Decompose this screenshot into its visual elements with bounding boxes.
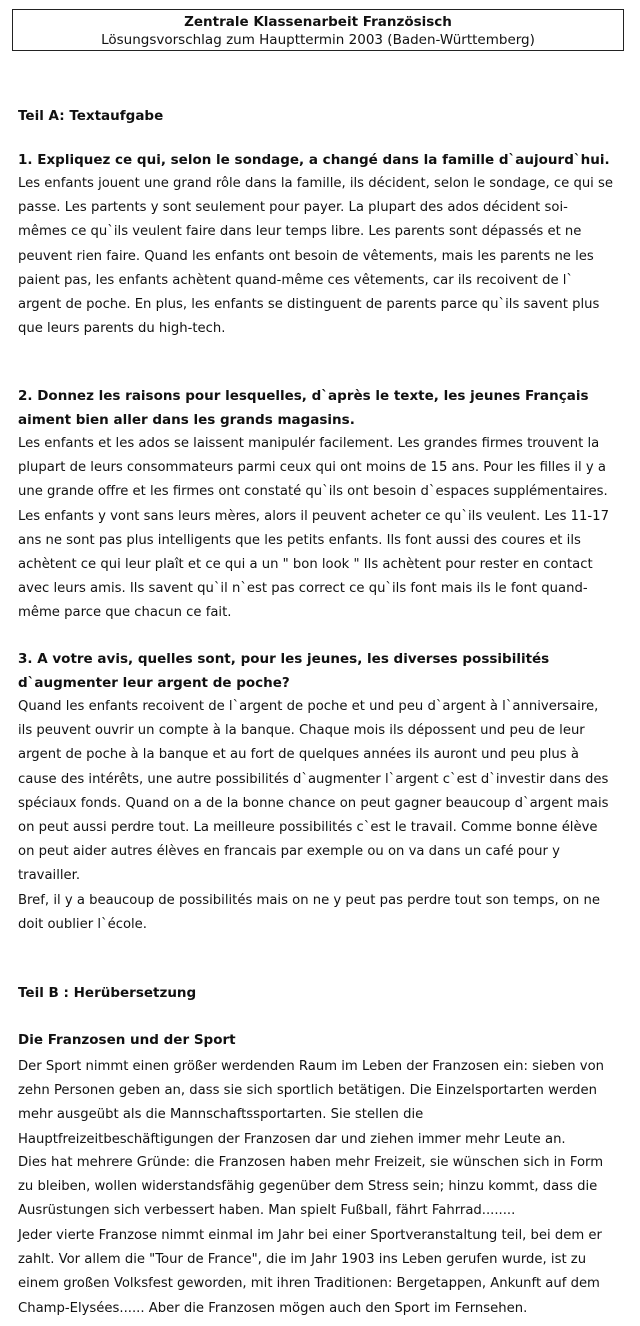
document-subtitle: Lösungsvorschlag zum Haupttermin 2003 (Baden-Württemberg): [101, 32, 535, 48]
header-box: [12, 9, 624, 51]
answer-3a: Quand les enfants recoivent de l`argent de poche et und peu d`argent à l`anniversaire, ils peuvent ouvrir un compte à la banque. Chaque mois ils dépossent und peu de leur argent de poche à la banque et au fort de quelques années ils auront und peu plus à cause des intérêts, une autre possibilités d`augmenter l`argent c`est d`investir dans des spéciaux fonds. Quand on a de la bonne chance on peut gagner beaucoup d`argent mais on peut aussi perdre tout. La meilleure possibilités c`est le travail. Comme bonne élève on peut aider autres élèves en francais par exemple ou on va dans un café pour y travailler.: [18, 699, 609, 884]
teil-a-heading: Teil A: Textaufgabe: [18, 108, 164, 124]
question-2: 2. Donnez les raisons pour lesquelles, d`après le texte, les jeunes Français aiment bien aller dans les grands magasins.: [18, 388, 589, 428]
translation-para-2: Dies hat mehrere Gründe: die Franzosen haben mehr Freizeit, sie wünschen sich in Form zu bleiben, wollen widerstandsfähig gegenüber dem Stress sein; hinzu kommt, dass die Ausrüstungen sich verbessert haben. Man spielt Fußball, fährt Fahrrad........: [18, 1155, 604, 1219]
document-title: Zentrale Klassenarbeit Französisch: [184, 14, 452, 30]
translation-para-3: Jeder vierte Franzose nimmt einmal im Jahr bei einer Sportveranstaltung teil, bei dem er zahlt. Vor allem die "Tour de France", die im Jahr 1903 ins Leben gerufen wurde, ist zu einem großen Volksfest geworden, mit ihren Traditionen: Bergetappen, Ankunft auf dem Champ-Elysées...... Aber die Franzosen mögen auch den Sport im Fernsehen.: [18, 1228, 602, 1316]
answer-1: Les enfants jouent une grand rôle dans la famille, ils décident, selon le sondage, ce qui se passe. Les partents y sont seulement pour payer. La plupart des ados décident soi-mêmes ce qu`ils veulent faire dans leur temps libre. Les parents sont dépassés et ne peuvent rien faire. Quand les enfants ont besoin de vêtements, mais les parents ne les paient pas, les enfants achètent quand-même ces vêtements, car ils recoivent de l` argent de poche. En plus, les enfants se distinguent de parents parce qu`ils savent plus que leurs parents du high-tech.: [18, 176, 614, 337]
question-1: 1. Expliquez ce qui, selon le sondage, a changé dans la famille d`aujourd`hui.: [18, 152, 610, 168]
answer-3b: Bref, il y a beaucoup de possibilités mais on ne y peut pas perdre tout son temps, on ne doit oublier l`école.: [18, 893, 600, 933]
teil-b-heading: Teil B : Herübersetzung: [18, 985, 197, 1001]
answer-2: Les enfants et les ados se laissent manipulér facilement. Les grandes firmes trouvent la plupart de leurs consommateurs parmi ceux qui ont moins de 15 ans. Pour les filles il y a une grande offre et les firmes ont constaté qu`ils ont besoin d`espaces supplémentaires. Les enfants y vont sans leurs mères, alors il peuvent acheter ce qu`ils veulent. Les 11-17 ans ne sont pas plus intelligents que les petits enfants. Ils font aussi des coures et ils achètent ce qui leur plaît et ce qui a un " bon look " Ils achètent pour rester en contact avec leurs amis. Ils savent qu`il n`est pas correct ce qu`ils font mais ils le font quand-même parce que chacun ce fait.: [18, 436, 609, 621]
translation-para-1: Der Sport nimmt einen größer werdenden Raum im Leben der Franzosen ein: sieben von zehn Personen geben an, dass sie sich sportlich betätigen. Die Einzelsportarten werden mehr ausgeübt als die Mannschaftssportarten. Sie stellen die Hauptfreizeitbeschäftigungen der Franzosen dar und ziehen immer mehr Leute an.: [18, 1059, 605, 1147]
translation-title: Die Franzosen und der Sport: [18, 1032, 236, 1048]
question-3: 3. A votre avis, quelles sont, pour les jeunes, les diverses possibilités d`augmenter leur argent de poche?: [18, 651, 550, 691]
